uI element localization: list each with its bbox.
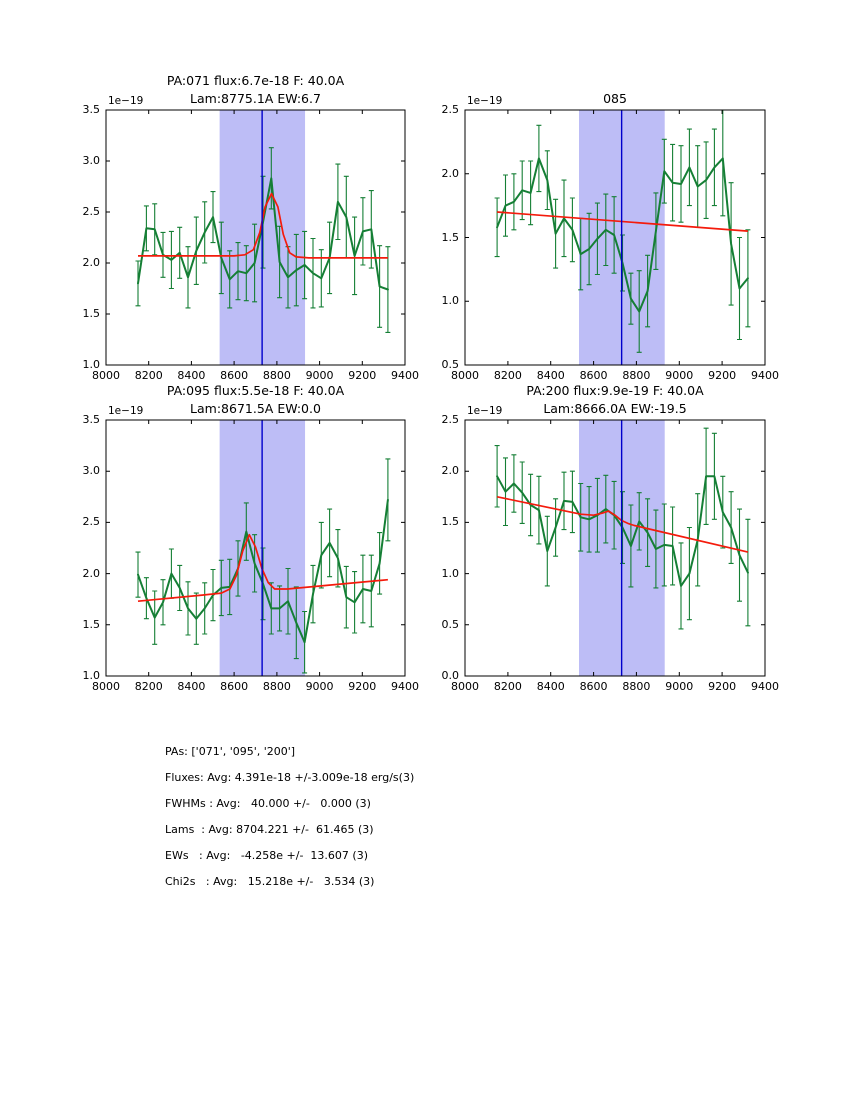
- y-tick-label: 0.5: [441, 358, 459, 371]
- y-axis-offset-label: 1e−19: [108, 405, 144, 417]
- y-tick-label: 2.5: [82, 515, 100, 529]
- x-tick-label: 8400: [536, 369, 565, 382]
- stats-line-ews: EWs : Avg: -4.258e +/- 13.607 (3): [165, 849, 368, 862]
- stats-line-pas: PAs: ['071', '095', '200']: [165, 745, 296, 758]
- y-tick-label: 3.5: [82, 413, 100, 426]
- y-tick-label: 1.5: [82, 617, 100, 631]
- x-tick-label: 8600: [579, 680, 608, 693]
- x-tick-label: 9000: [305, 680, 334, 693]
- stats-block: [165, 744, 414, 900]
- x-tick-label: 9400: [751, 680, 779, 693]
- subplot-pa200: [464, 419, 766, 677]
- y-tick-label: 0.5: [441, 617, 459, 631]
- x-tick-label: 8200: [493, 369, 522, 382]
- x-tick-label: 8000: [92, 680, 120, 693]
- plot-title: Lam:8775.1A EW:6.7: [190, 91, 321, 106]
- x-tick-label: 8800: [262, 680, 291, 693]
- x-tick-label: 9400: [391, 680, 419, 693]
- y-tick-label: 2.0: [82, 566, 100, 580]
- x-tick-label: 8600: [220, 369, 249, 382]
- y-tick-label: 2.0: [441, 166, 459, 180]
- y-tick-label: 2.5: [441, 413, 459, 426]
- x-tick-label: 8800: [622, 369, 651, 382]
- plot-title: PA:200 flux:9.9e-19 F: 40.0A: [526, 383, 704, 398]
- y-axis-offset-label: 1e−19: [467, 405, 503, 417]
- x-tick-label: 9200: [708, 680, 737, 693]
- x-tick-label: 9200: [348, 680, 377, 693]
- y-tick-label: 1.0: [441, 294, 459, 308]
- y-tick-label: 1.0: [441, 566, 459, 580]
- y-axis-offset-label: 1e−19: [108, 95, 144, 107]
- x-tick-label: 8400: [177, 680, 206, 693]
- x-tick-label: 9200: [708, 369, 737, 382]
- plot-title: 085: [603, 91, 627, 106]
- x-tick-label: 8000: [451, 369, 479, 382]
- x-tick-label: 9000: [665, 369, 694, 382]
- y-tick-label: 1.0: [82, 669, 100, 682]
- x-tick-label: 8000: [92, 369, 120, 382]
- x-tick-label: 9000: [665, 680, 694, 693]
- y-tick-label: 2.5: [441, 103, 459, 116]
- x-tick-label: 8600: [579, 369, 608, 382]
- stats-line-chi2s: Chi2s : Avg: 15.218e +/- 3.534 (3): [165, 875, 375, 888]
- x-tick-label: 8400: [536, 680, 565, 693]
- x-tick-label: 8200: [493, 680, 522, 693]
- stats-line-fwhms: FWHMs : Avg: 40.000 +/- 0.000 (3): [165, 797, 371, 810]
- x-tick-label: 8200: [134, 369, 163, 382]
- y-axis-offset-label: 1e−19: [467, 95, 503, 107]
- subplot-pa071: [105, 109, 406, 366]
- plot-title: Lam:8671.5A EW:0.0: [190, 401, 321, 416]
- y-tick-label: 3.0: [82, 154, 100, 167]
- y-tick-label: 1.0: [82, 358, 100, 371]
- y-tick-label: 1.5: [441, 515, 459, 529]
- plot-title: Lam:8666.0A EW:-19.5: [543, 401, 687, 416]
- stats-line-lams: Lams : Avg: 8704.221 +/- 61.465 (3): [165, 823, 374, 836]
- x-tick-label: 8400: [177, 369, 206, 382]
- x-tick-label: 8600: [220, 680, 249, 693]
- x-tick-label: 9400: [391, 369, 419, 382]
- x-tick-label: 8200: [134, 680, 163, 693]
- y-tick-label: 0.0: [441, 669, 459, 682]
- subplot-085: [464, 109, 766, 366]
- y-tick-label: 2.5: [82, 205, 100, 218]
- x-tick-label: 9200: [348, 369, 377, 382]
- x-tick-label: 8800: [622, 680, 651, 693]
- y-tick-label: 1.5: [441, 230, 459, 244]
- subplot-pa095: [105, 419, 406, 677]
- x-tick-label: 8000: [451, 680, 479, 693]
- plot-title: PA:071 flux:6.7e-18 F: 40.0A: [166, 73, 345, 88]
- y-tick-label: 1.5: [82, 307, 100, 320]
- y-tick-label: 2.0: [441, 464, 459, 478]
- x-tick-label: 9000: [305, 369, 334, 382]
- x-tick-label: 8800: [262, 369, 291, 382]
- y-tick-label: 3.0: [82, 464, 100, 478]
- plot-title: PA:095 flux:5.5e-18 F: 40.0A: [166, 383, 345, 398]
- y-tick-label: 3.5: [82, 103, 100, 116]
- y-tick-label: 2.0: [82, 256, 100, 269]
- stats-line-fluxes: Fluxes: Avg: 4.391e-18 +/-3.009e-18 erg/s(3): [165, 771, 415, 784]
- x-tick-label: 9400: [751, 369, 779, 382]
